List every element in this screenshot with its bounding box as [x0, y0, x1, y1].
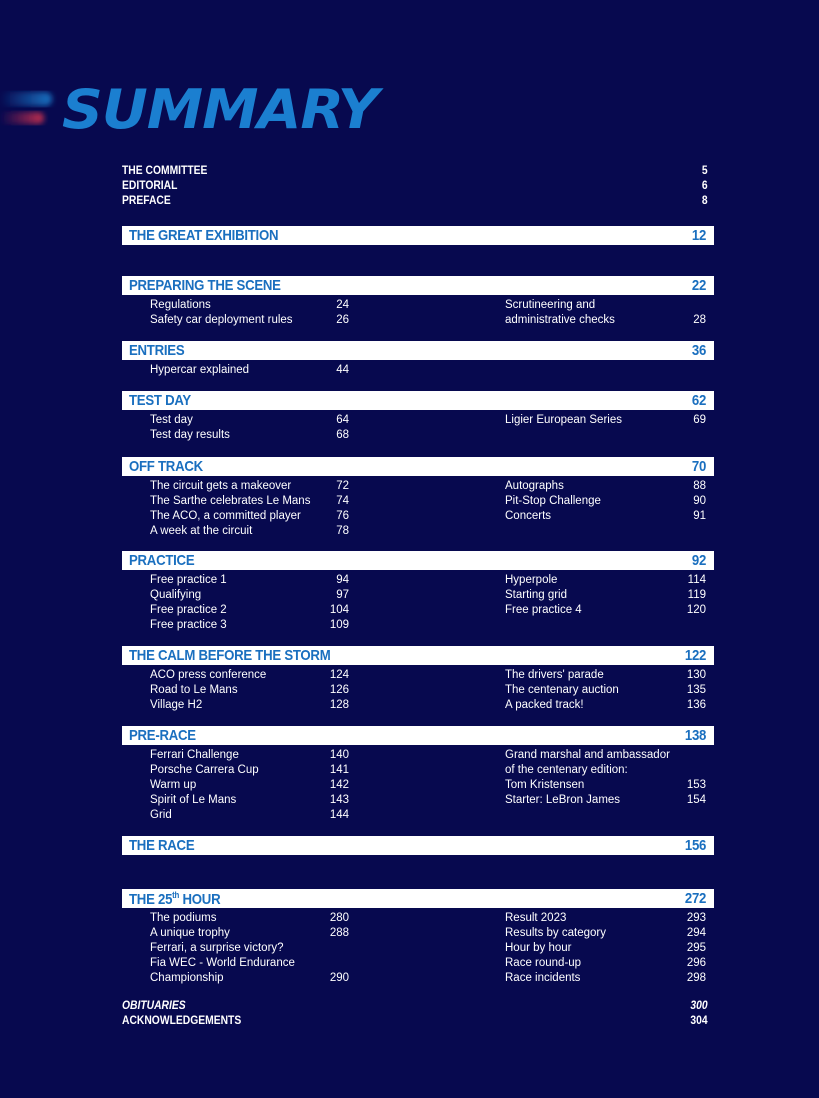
entry-label: The centenary auction — [505, 684, 619, 696]
entry-page: 76 — [336, 510, 349, 522]
entry-page: 124 — [329, 669, 349, 681]
list-item[interactable] — [505, 668, 706, 683]
list-item[interactable] — [150, 413, 349, 428]
entries-column-right — [505, 911, 706, 986]
entries-column-left — [150, 298, 349, 328]
entry-label: Test day — [150, 414, 193, 426]
entry-page: 74 — [336, 495, 349, 507]
section-page: 272 — [684, 890, 706, 907]
entry-label: Regulations — [150, 299, 211, 311]
entries-column-right — [505, 748, 706, 808]
entry-page: 288 — [329, 927, 349, 939]
list-item[interactable] — [505, 683, 706, 698]
list-item[interactable] — [150, 298, 349, 313]
entries-column-right — [505, 573, 706, 618]
entry-label: Free practice 3 — [150, 619, 227, 631]
section-title: THE RACE — [129, 837, 195, 854]
entry-label: Race incidents — [505, 972, 581, 984]
entry-label: The Sarthe celebrates Le Mans — [150, 495, 311, 507]
entry-label: Result 2023 — [505, 912, 567, 924]
front-matter-list — [122, 163, 708, 208]
entry-page: 88 — [693, 480, 706, 492]
list-item[interactable] — [150, 698, 349, 713]
entry-label: Porsche Carrera Cup — [150, 764, 259, 776]
entry-page: 296 — [686, 957, 706, 969]
entry-page: 135 — [686, 684, 706, 696]
entry-page: 130 — [686, 669, 706, 681]
entry-page: 144 — [329, 809, 349, 821]
entry-label: Grid — [150, 809, 172, 821]
bottom-row[interactable] — [122, 998, 708, 1013]
section-title: OFF TRACK — [129, 458, 203, 475]
entry-page: 136 — [686, 699, 706, 711]
entry-label: Qualifying — [150, 589, 202, 601]
entry-page: 290 — [329, 972, 349, 984]
list-item[interactable] — [505, 956, 706, 971]
entry-page: 154 — [686, 794, 706, 806]
section-page: 62 — [691, 392, 706, 409]
entries-column-left — [150, 479, 349, 539]
entry-label: Hyperpole — [505, 574, 558, 586]
list-item[interactable] — [150, 524, 349, 539]
entry-page: 104 — [329, 604, 349, 616]
entry-page: 143 — [329, 794, 349, 806]
bottom-label: ACKNOWLEDGEMENTS — [122, 1013, 242, 1027]
entries-column-right — [505, 298, 706, 328]
section-page: 122 — [684, 647, 706, 664]
section-title: PRACTICE — [129, 552, 195, 569]
list-item[interactable] — [505, 479, 706, 494]
section-header[interactable] — [122, 836, 714, 855]
list-item[interactable] — [150, 363, 349, 378]
entry-page: 294 — [686, 927, 706, 939]
entry-page: 26 — [336, 314, 349, 326]
entries-column-left — [150, 363, 349, 378]
entry-label: Autographs — [505, 480, 564, 492]
section-header[interactable] — [122, 457, 714, 476]
entry-label: Ferrari, a surprise victory? — [150, 942, 284, 954]
entry-page: 280 — [329, 912, 349, 924]
entry-page: 298 — [686, 972, 706, 984]
list-item[interactable] — [505, 941, 706, 956]
list-item[interactable] — [505, 971, 706, 986]
section-title: THE GREAT EXHIBITION — [129, 227, 279, 244]
entry-label: Free practice 1 — [150, 574, 227, 586]
entry-label: Hypercar explained — [150, 364, 250, 376]
entry-label: The circuit gets a makeover — [150, 480, 292, 492]
list-item[interactable] — [150, 573, 349, 588]
section-title: TEST DAY — [129, 392, 191, 409]
list-item[interactable] — [505, 413, 706, 428]
list-item[interactable] — [150, 911, 349, 926]
list-item[interactable] — [150, 313, 349, 328]
entry-page: 91 — [693, 510, 706, 522]
entry-page: 24 — [336, 299, 349, 311]
section-page: 156 — [684, 837, 706, 854]
entry-label: Championship — [150, 972, 224, 984]
top-page: 8 — [701, 193, 708, 207]
entry-page: 28 — [693, 314, 706, 326]
list-item[interactable] — [150, 683, 349, 698]
entry-label: Concerts — [505, 510, 552, 522]
top-page: 5 — [701, 163, 708, 177]
bottom-page: 304 — [690, 1013, 708, 1027]
entry-page: 69 — [693, 414, 706, 426]
top-page: 6 — [701, 178, 708, 192]
list-item[interactable] — [150, 793, 349, 808]
list-item[interactable] — [150, 748, 349, 763]
section-page: 138 — [684, 727, 706, 744]
entry-page: 68 — [336, 429, 349, 441]
list-item[interactable] — [505, 603, 706, 618]
section-page: 22 — [691, 277, 706, 294]
list-item[interactable] — [150, 494, 349, 509]
list-item[interactable] — [505, 298, 706, 313]
entries-column-right — [505, 668, 706, 713]
entry-label: Results by category — [505, 927, 606, 939]
list-item[interactable] — [505, 494, 706, 509]
list-item[interactable] — [150, 668, 349, 683]
top-label: PREFACE — [122, 193, 171, 207]
section-header[interactable] — [122, 341, 714, 360]
list-item[interactable] — [505, 573, 706, 588]
list-item[interactable] — [150, 509, 349, 524]
bottom-row[interactable] — [122, 1013, 708, 1028]
top-row[interactable] — [122, 193, 708, 208]
entry-label: A unique trophy — [150, 927, 230, 939]
entries-column-left — [150, 668, 349, 713]
entry-label: Free practice 2 — [150, 604, 227, 616]
section-page: 92 — [691, 552, 706, 569]
section-header[interactable] — [122, 726, 714, 745]
entry-label: Village H2 — [150, 699, 203, 711]
entry-page: 295 — [686, 942, 706, 954]
back-matter-list — [122, 998, 708, 1028]
entry-page: 64 — [336, 414, 349, 426]
entry-label: Ferrari Challenge — [150, 749, 239, 761]
entries-column-right — [505, 413, 706, 428]
section-header[interactable] — [122, 551, 714, 570]
list-item[interactable] — [505, 313, 706, 328]
list-item[interactable] — [505, 926, 706, 941]
entry-page: 78 — [336, 525, 349, 537]
list-item[interactable] — [150, 763, 349, 778]
entry-label: Spirit of Le Mans — [150, 794, 237, 806]
section-header[interactable] — [122, 276, 714, 295]
list-item[interactable] — [505, 509, 706, 524]
list-item[interactable] — [150, 588, 349, 603]
entry-label: Pit-Stop Challenge — [505, 495, 601, 507]
entries-column-left — [150, 748, 349, 823]
bottom-page: 300 — [690, 998, 708, 1012]
section-title: THE CALM BEFORE THE STORM — [129, 647, 331, 664]
list-item[interactable] — [505, 911, 706, 926]
entry-page: 109 — [329, 619, 349, 631]
entry-page: 119 — [687, 589, 706, 601]
list-item[interactable] — [150, 618, 349, 633]
entry-label: The drivers' parade — [505, 669, 604, 681]
list-item[interactable] — [150, 941, 349, 956]
entry-page: 90 — [693, 495, 706, 507]
top-row[interactable] — [122, 178, 708, 193]
entry-page: 44 — [336, 364, 349, 376]
entry-label: Free practice 4 — [505, 604, 582, 616]
list-item[interactable] — [150, 428, 349, 443]
entry-label: Ligier European Series — [505, 414, 622, 426]
entries-column-left — [150, 413, 349, 443]
page-title: SUMMARY — [62, 78, 378, 141]
list-item[interactable] — [505, 588, 706, 603]
section-page: 12 — [691, 227, 706, 244]
list-item[interactable] — [505, 698, 706, 713]
entry-label: Road to Le Mans — [150, 684, 238, 696]
list-item[interactable] — [505, 748, 706, 763]
entry-label: Fia WEC - World Endurance — [150, 957, 295, 969]
entry-label: of the centenary edition: — [505, 764, 628, 776]
entry-label: Hour by hour — [505, 942, 572, 954]
section-title: PRE-RACE — [129, 727, 196, 744]
entry-page: 128 — [329, 699, 349, 711]
entry-label: A week at the circuit — [150, 525, 253, 537]
entry-page: 142 — [329, 779, 349, 791]
entry-page: 72 — [336, 480, 349, 492]
entry-label: Warm up — [150, 779, 197, 791]
entry-label: Tom Kristensen — [505, 779, 585, 791]
entry-page: 120 — [686, 604, 706, 616]
entry-label: The ACO, a committed player — [150, 510, 301, 522]
entry-page: 94 — [336, 574, 349, 586]
entries-column-left — [150, 573, 349, 633]
entry-label: administrative checks — [505, 314, 615, 326]
list-item[interactable] — [150, 479, 349, 494]
top-label: THE COMMITTEE — [122, 163, 208, 177]
section-header[interactable] — [122, 226, 714, 245]
entry-label: Starting grid — [505, 589, 568, 601]
entry-label: Scrutineering and — [505, 299, 596, 311]
entry-page: 153 — [686, 779, 706, 791]
top-row[interactable] — [122, 163, 708, 178]
entry-label: Race round-up — [505, 957, 582, 969]
list-item[interactable] — [505, 778, 706, 793]
entry-label: The podiums — [150, 912, 217, 924]
entry-label: ACO press conference — [150, 669, 267, 681]
entries-column-left — [150, 911, 349, 986]
section-title: THE 25th HOUR — [129, 889, 221, 908]
entries-column-right — [505, 479, 706, 524]
list-item[interactable] — [150, 971, 349, 986]
list-item[interactable] — [150, 808, 349, 823]
top-label: EDITORIAL — [122, 178, 178, 192]
entry-label: Test day results — [150, 429, 230, 441]
entry-label: Starter: LeBron James — [505, 794, 621, 806]
list-item[interactable] — [150, 926, 349, 941]
list-item[interactable] — [150, 956, 349, 971]
motion-streak-graphic — [0, 86, 60, 136]
entry-page: 141 — [329, 764, 349, 776]
entry-page: 126 — [329, 684, 349, 696]
entry-label: Safety car deployment rules — [150, 314, 293, 326]
section-header[interactable] — [122, 889, 714, 908]
entry-label: A packed track! — [505, 699, 584, 711]
section-header[interactable] — [122, 646, 714, 665]
entry-page: 140 — [329, 749, 349, 761]
section-title: PREPARING THE SCENE — [129, 277, 281, 294]
section-page: 70 — [691, 458, 706, 475]
list-item[interactable] — [150, 778, 349, 793]
section-title: ENTRIES — [129, 342, 185, 359]
list-item[interactable] — [150, 603, 349, 618]
list-item[interactable] — [505, 763, 706, 778]
section-page: 36 — [691, 342, 706, 359]
entry-page: 97 — [336, 589, 349, 601]
list-item[interactable] — [505, 793, 706, 808]
entry-page: 114 — [687, 574, 706, 586]
entry-label: Grand marshal and ambassador — [505, 749, 670, 761]
bottom-label: OBITUARIES — [122, 998, 186, 1012]
section-header[interactable] — [122, 391, 714, 410]
entry-page: 293 — [686, 912, 706, 924]
